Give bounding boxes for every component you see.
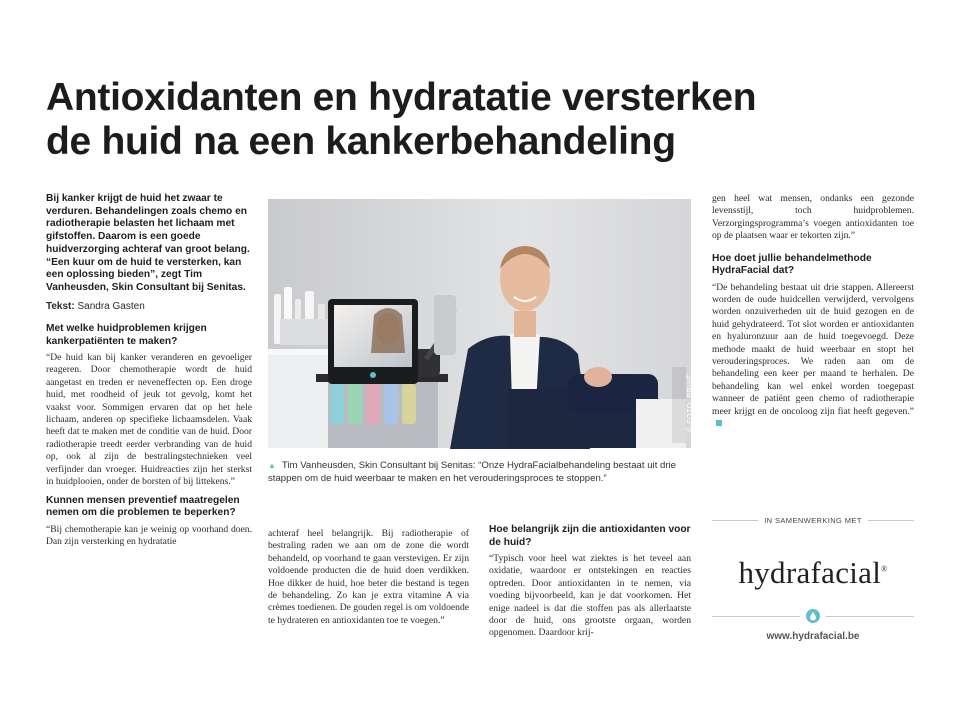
question-4: Hoe doet jullie behandelmethode HydraFacial dat? xyxy=(712,252,872,277)
hydrafacial-logo xyxy=(712,555,914,591)
sponsor-label-text: IN SAMENWERKING MET xyxy=(764,516,862,525)
answer-2-start: “Bij chemotherapie kan je weinig op voorhand doen. Dan zijn versterking en hydratatie xyxy=(46,523,252,547)
answer-4-text: “De behandeling bestaat uit drie stappen. Allereerst worden de oude huidcellen verwijderd, vervolgens worden onzuiverheden uit de huid gezogen en de huid gehydrateerd. Tot slot worden er antioxidanten en hyaluronzuur aan de huid toegevoegd. Deze methode maakt de huid weerbaar en stopt het verouderingsproces. We raden aan om de behandeling een keer per maand te herhalen. De behandeling kan wel enkel worden toegepast wanneer de patiënt geen chemo of radiotherapie meer krijgt en de oncoloog zijn fiat heeft gegeven.” xyxy=(712,281,914,417)
headline-line-2: de huid na een kankerbehandeling xyxy=(46,120,676,163)
drop-icon xyxy=(806,609,820,623)
answer-1: “De huid kan bij kanker veranderen en gevoeliger reageren. Door chemotherapie wordt de huid aangetast en treden er neveneffecten op. Een droge huid, met roodheid of jeuk tot gevolg, komt het vaakst voor. Sommigen ervaren dat op het hele lichaam, anderen op specifieke lichaamsdelen. Vaak heeft dat te maken met de conditie van de huid. Door radiotherapie treedt eerder verbranding van de huid op, ook al zijn de bestralingstechnieken veel verfijnder dan vroeger. Huidreacties zijn het sterkst in huidplooien, onder de borsten of bij littekens.” xyxy=(46,352,252,488)
article-photo xyxy=(268,199,694,448)
headline-line-1: Antioxidanten en hydratatie versterken xyxy=(46,76,757,119)
drop-divider xyxy=(712,609,914,623)
answer-4 xyxy=(712,282,914,431)
byline xyxy=(46,301,252,313)
byline-author: Sandra Gasten xyxy=(77,300,145,312)
sponsor-box xyxy=(712,516,914,642)
sponsor-label xyxy=(712,516,914,525)
photo-caption xyxy=(268,459,691,485)
column-1 xyxy=(46,193,252,554)
column-3 xyxy=(489,524,691,646)
question-2: Kunnen mensen preventief maatregelen nemen om die problemen te beperken? xyxy=(46,494,240,518)
registered-mark: ® xyxy=(881,564,888,574)
answer-3-continued: gen heel wat mensen, ondanks een gezonde levensstijl, toch huidproblemen. Verzorgingsprogramma’s voegen antioxidanten toe op de plaatsen waar er tekorten zijn.” xyxy=(712,193,914,242)
answer-3: “Typisch voor heel wat ziektes is het teveel aan oxidatie, waardoor er ontstekingen en reacties optreden. Door antioxidanten in te nemen, via voeding bijvoorbeeld, kan je dat voorkomen. Het enige nadeel is dat die stoffen pas als allerlaatste door de huid, ons grootste orgaan, worden opgenomen. Daardoor krij- xyxy=(489,553,691,639)
intro-paragraph: Bij kanker krijgt de huid het zwaar te verduren. Behandelingen zoals chemo en radiotherapie belasten het lichaam met gifstoffen. Daarom is een goede huidverzorging achteraf van groot belang. “Een kuur om de huid te versterken, kan een oplossing bieden”, zegt Tim Vanheusden, Skin Consultant bij Senitas. xyxy=(46,193,250,293)
answer-2-continued: achteraf heel belangrijk. Bij radiotherapie of bestraling raden we aan om de zone die wordt behandeld, op voorhand te gaan verstevigen. Er zijn voldoende producten die de huid doen verdikken. Hoe dikker de huid, hoe beter die bestand is tegen de behandeling. Zo kan je extra vitamine A via crèmes toedienen. De gouden regel is om voldoende te hydrateren en antioxidanten toe te voegen.” xyxy=(268,528,469,626)
end-square-icon xyxy=(716,420,722,426)
question-3: Hoe belangrijk zijn die antioxidanten voor de huid? xyxy=(489,524,691,548)
column-2 xyxy=(268,528,469,633)
logo-text: hydrafacial xyxy=(738,555,882,590)
question-1: Met welke huidproblemen krijgen kankerpatiënten te maken? xyxy=(46,323,207,347)
byline-label: Tekst: xyxy=(46,300,75,312)
photo-credit: © FOTO: PRIVÉ xyxy=(687,374,694,432)
caption-text: Tim Vanheusden, Skin Consultant bij Senitas: “Onze HydraFacialbehandeling bestaat uit drie stappen om de huid weerbaar te maken en het verouderingsproces te stoppen.” xyxy=(268,460,677,484)
sponsor-url[interactable]: www.hydrafacial.be xyxy=(766,631,860,642)
column-4 xyxy=(712,193,914,437)
photo-illustration xyxy=(268,199,691,448)
article-headline xyxy=(46,76,926,164)
triangle-marker-icon: ▲ xyxy=(268,461,276,470)
